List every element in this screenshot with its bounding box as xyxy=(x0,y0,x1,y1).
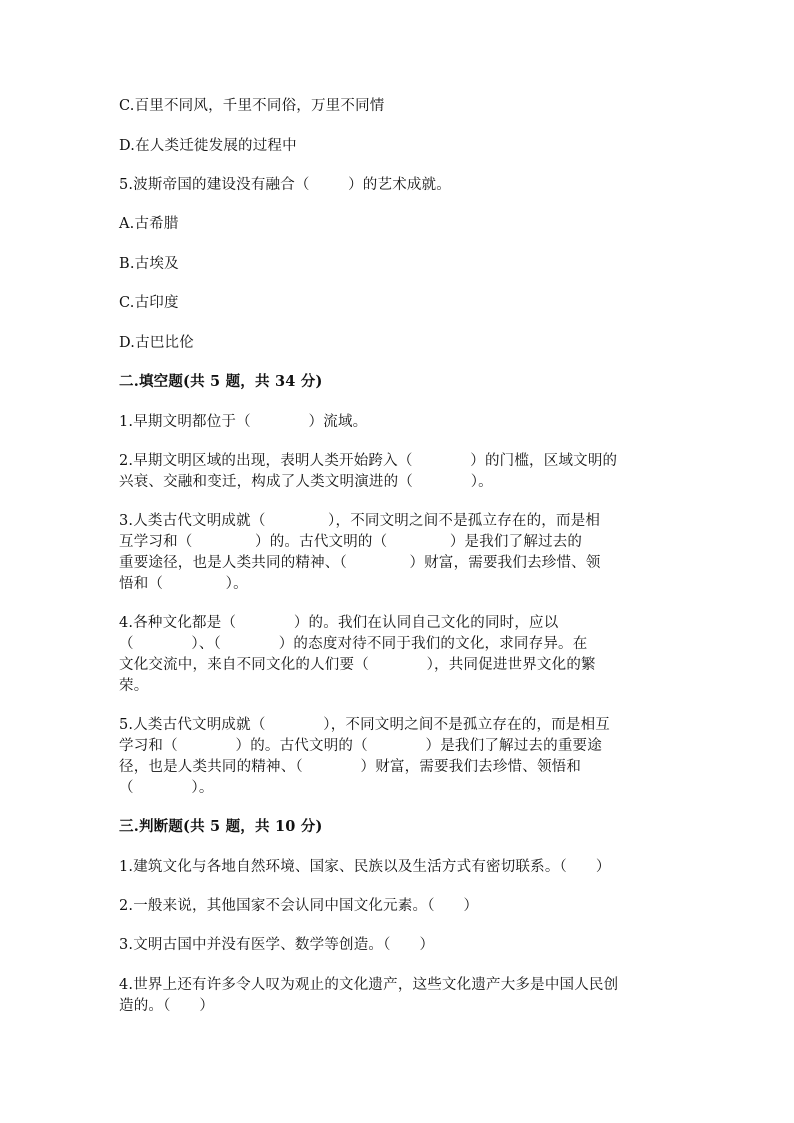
option-a: A.古希腊 xyxy=(119,216,179,232)
fill-question-1: 1.早期文明都位于（ ）流域。 xyxy=(119,414,368,430)
option-d: D.古巴比伦 xyxy=(119,335,194,351)
fill-question-3: 3.人类古代文明成就（ ），不同文明之间不是孤立存在的，而是相 xyxy=(119,513,601,529)
fill-question-5: 5.人类古代文明成就（ ），不同文明之间不是孤立存在的，而是相互 xyxy=(119,717,610,733)
fill-question-3-cont: 悟和（ ）。 xyxy=(119,576,248,592)
tf-question-3: 3.文明古国中并没有医学、数学等创造。（ ） xyxy=(119,937,435,953)
option-c: C.百里不同风，千里不同俗，万里不同情 xyxy=(119,98,385,114)
fill-question-2-cont: 兴衰、交融和变迁，构成了人类文明演进的（ ）。 xyxy=(119,474,493,490)
option-b: B.古埃及 xyxy=(119,256,179,272)
section-heading-true-false: 三.判断题(共 5 题，共 10 分) xyxy=(119,818,323,835)
fill-question-5-cont: （ ）。 xyxy=(119,780,214,796)
option-d: D.在人类迁徙发展的过程中 xyxy=(119,138,297,154)
section-heading-fill-blank: 二.填空题(共 5 题，共 34 分) xyxy=(119,373,323,390)
fill-question-4-cont: 文化交流中，来自不同文化的人们要（ ），共同促进世界文化的繁 xyxy=(119,657,596,673)
fill-question-5-cont: 学习和（ ）的。古代文明的（ ）是我们了解过去的重要途 xyxy=(119,738,602,754)
fill-question-4-cont: （ ）、（ ）的态度对待不同于我们的文化，求同存异。在 xyxy=(119,636,588,652)
tf-question-2: 2.一般来说，其他国家不会认同中国文化元素。（ ） xyxy=(119,898,479,914)
tf-question-1: 1.建筑文化与各地自然环境、国家、民族以及生活方式有密切联系。（ ） xyxy=(119,859,611,875)
option-c: C.古印度 xyxy=(119,295,179,311)
question-5: 5.波斯帝国的建设没有融合（ ）的艺术成就。 xyxy=(119,177,452,193)
fill-question-5-cont: 径，也是人类共同的精神、（ ）财富，需要我们去珍惜、领悟和 xyxy=(119,759,582,775)
tf-question-4: 4.世界上还有许多令人叹为观止的文化遗产，这些文化遗产大多是中国人民创 xyxy=(119,977,619,993)
fill-question-4-cont: 荣。 xyxy=(119,678,149,694)
tf-question-4-cont: 造的。（ ） xyxy=(119,998,215,1014)
fill-question-4: 4.各种文化都是（ ）的。我们在认同自己文化的同时，应以 xyxy=(119,615,559,631)
fill-question-3-cont: 互学习和（ ）的。古代文明的（ ）是我们了解过去的 xyxy=(119,534,583,550)
fill-question-3-cont: 重要途径，也是人类共同的精神、（ ）财富，需要我们去珍惜、领 xyxy=(119,555,601,571)
fill-question-2: 2.早期文明区域的出现，表明人类开始跨入（ ）的门槛，区域文明的 xyxy=(119,453,618,469)
